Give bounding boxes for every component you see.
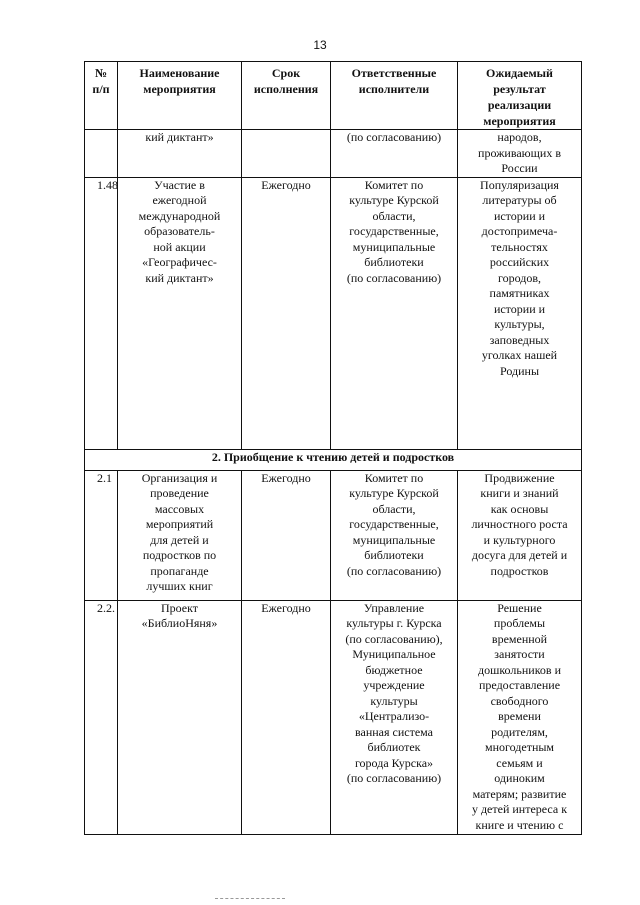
cell-number: 2.1 [85, 470, 118, 600]
cell-deadline: Ежегодно [242, 470, 331, 600]
cell-responsible: Управление культуры г. Курска (по согласованию), Муниципальное бюджетное учреждение культуры «Централизо- ванная система библиотек города Курска» (по согласованию) [331, 600, 458, 834]
header-responsible: Ответственные исполнители [331, 62, 458, 130]
cell-expected-result: Продвижение книги и знаний как основы личностного роста и культурного досуга для детей и подростков [458, 470, 582, 600]
header-number: № п/п [85, 62, 118, 130]
section-heading-row [85, 449, 582, 470]
section-title: 2. Приобщение к чтению детей и подростков [85, 449, 582, 470]
header-deadline: Срок исполнения [242, 62, 331, 130]
cell-number: 2.2. [85, 600, 118, 834]
table-row-2-1 [85, 470, 582, 600]
cell-responsible: Комитет по культуре Курской области, государственные, муниципальные библиотеки (по согласованию) [331, 470, 458, 600]
events-table [84, 61, 582, 835]
cell-number [85, 130, 118, 178]
header-expected-result: Ожидаемый результат реализации мероприятия [458, 62, 582, 130]
cell-deadline [242, 130, 331, 178]
cell-expected-result: народов, проживающих в России [458, 130, 582, 178]
cell-event-name: Участие в ежегодной международной образователь- ной акции «Географичес- кий диктант» [118, 177, 242, 449]
scan-footer-mark [215, 898, 285, 901]
page-number: 13 [313, 38, 327, 52]
table-header-row [85, 62, 582, 130]
header-event-name: Наименование мероприятия [118, 62, 242, 130]
cell-responsible: (по согласованию) [331, 130, 458, 178]
cell-event-name: кий диктант» [118, 130, 242, 178]
cell-deadline: Ежегодно [242, 600, 331, 834]
cell-event-name: Организация и проведение массовых мероприятий для детей и подростков по пропаганде лучших книг [118, 470, 242, 600]
cell-responsible: Комитет по культуре Курской области, государственные, муниципальные библиотеки (по согласованию) [331, 177, 458, 449]
cell-number: 1.48 [85, 177, 118, 449]
table-row-continuation [85, 130, 582, 178]
table-row-1-48 [85, 177, 582, 449]
cell-expected-result: Популяризация литературы об истории и достопримеча- тельностях российских городов, памятниках истории и культуры, заповедных уголках нашей Родины [458, 177, 582, 449]
cell-expected-result: Решение проблемы временной занятости дошкольников и предоставление свободного времени родителям, многодетным семьям и одиноким матерям; развитие у детей интереса к книге и чтению с [458, 600, 582, 834]
table-row-2-2 [85, 600, 582, 834]
cell-event-name: Проект «БиблиоНяня» [118, 600, 242, 834]
cell-deadline: Ежегодно [242, 177, 331, 449]
